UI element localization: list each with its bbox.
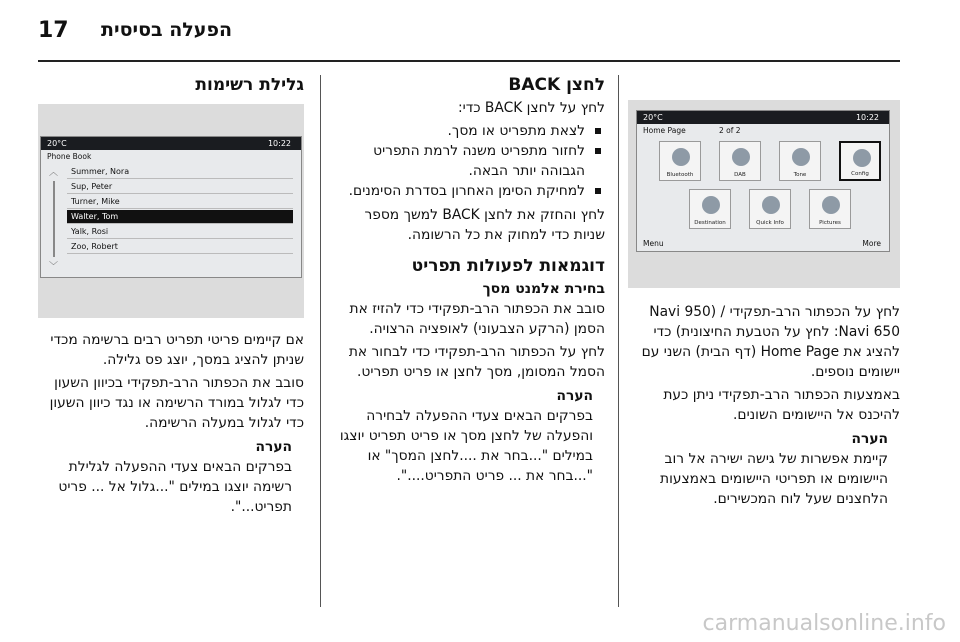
paragraph: לחץ על הכפתור הרב-תפקידי כדי לבחור את הסמל המסומן, מסך לחצן או פריט תפריט. (348, 344, 605, 380)
pictures-icon (822, 196, 840, 214)
left-column-text (38, 330, 304, 520)
scrollbar[interactable] (53, 181, 55, 257)
note-block (333, 386, 605, 486)
screen-title: Home Page (643, 126, 686, 135)
column-divider-left (320, 75, 321, 607)
tile-config[interactable]: Config (839, 141, 881, 181)
tile-tone[interactable]: Tone (779, 141, 821, 181)
globe-icon (702, 196, 720, 214)
list-item: לחזור מתפריט משנה לרמת התפריט הגבוהה יותר הבאה. (333, 141, 605, 181)
note-heading: הערה (851, 431, 888, 447)
home-page-screen (636, 110, 890, 252)
clock-readout: 10:22 (855, 113, 879, 122)
paragraph: באמצעות הכפתור הרב-תפקידי ניתן כעת להיכנס אל היישומים השונים. (663, 387, 900, 423)
list-item[interactable]: Zoo, Robert (67, 240, 293, 254)
paragraph: לחץ והחזק את לחצן BACK למשך מספר שניות כדי למחוק את כל הרשומה. (364, 207, 605, 243)
paragraph: לחץ על הכפתור הרב-תפקידי / Navi 950) Navi 650: לחץ על הטבעת החיצונית) כדי להציג את Home Page (דף הבית) השני עם יישומים נוספים. (641, 304, 900, 380)
paragraph: סובב את הכפתור הרב-תפקידי בכיוון השעון כדי לגלול במורד הרשימה או נגד כיוון השעון כדי לגלול במעלה הרשימה. (49, 375, 304, 431)
tile-pictures[interactable]: Pictures (809, 189, 851, 229)
section-heading: דוגמאות לפעולות תפריט (411, 256, 605, 276)
scroll-up-icon[interactable]: ︿ (49, 168, 59, 178)
left-column-heading-wrap (38, 74, 304, 98)
note-heading: הערה (556, 388, 593, 404)
radio-icon (732, 148, 750, 166)
list-item-selected[interactable]: Walter, Tom (67, 210, 293, 224)
list-item: למחיקת הסימן האחרון בסדרת הסימנים. (333, 181, 605, 201)
bullet-list (333, 121, 605, 201)
tile-dab[interactable]: DAB (719, 141, 761, 181)
list-item[interactable]: Sup, Peter (67, 180, 293, 194)
bluetooth-icon (672, 148, 690, 166)
sub-heading: בחירת אלמנט מסך (482, 281, 605, 297)
page-indicator: 2 of 2 (719, 126, 741, 135)
watermark: carmanualsonline.info (702, 611, 946, 636)
info-icon (762, 196, 780, 214)
note-text: בפרקים הבאים צעדי ההפעלה לגלילת רשימה יוצגו במילים "...גלול אל ... פריט תפריט...". (58, 459, 292, 515)
scroll-down-icon[interactable]: ﹀ (49, 262, 59, 272)
right-column-text (628, 302, 900, 512)
list-item[interactable]: Summer, Nora (67, 165, 293, 179)
list-item: לצאת מתפריט או מסך. (333, 121, 605, 141)
paragraph: אם קיימים פריטי תפריט רבים ברשימה מכדי שניתן להציג במסך, יוצג פס גלילה. (50, 332, 304, 368)
list-item[interactable]: Yalk, Rosi (67, 225, 293, 239)
tile-quick-info[interactable]: Quick Info (749, 189, 791, 229)
note-text: בפרקים הבאים צעדי ההפעלה לבחירה והפעלה של לחצן מסך או פריט תפריט יוצגו במילים "...בחר את ....לחצן המסך" או "...בחר את ... פריט התפריט....". (339, 408, 593, 484)
note-block (38, 437, 304, 517)
temperature-readout: 20°C (47, 139, 67, 148)
column-divider-right (618, 75, 619, 607)
phone-book-screen (40, 136, 302, 278)
page-title: הפעלה בסיסית (101, 19, 232, 41)
note-text: קיימת אפשרות של גישה ישירה אל רוב היישומים או תפריטי היישומים באמצעות הלחצנים שעל לוח המכשירים. (660, 451, 888, 507)
phone-book-screenshot (38, 104, 304, 318)
paragraph: סובב את הכפתור הרב-תפקידי כדי להזיז את הסמן (הרקע הצבעוני) לאופציה הרצויה. (349, 301, 605, 337)
status-bar (637, 111, 889, 124)
tile-destination[interactable]: Destination (689, 189, 731, 229)
page-number: 17 (38, 18, 69, 43)
home-page-screenshot (628, 100, 900, 288)
list-title: Phone Book (47, 152, 92, 161)
section-heading: גלילת רשימות (195, 75, 304, 95)
menu-button[interactable]: Menu (643, 239, 664, 248)
temperature-readout: 20°C (643, 113, 663, 122)
tools-icon (853, 149, 871, 167)
middle-column-text (333, 74, 605, 489)
note-heading: הערה (255, 439, 292, 455)
status-bar (41, 137, 301, 150)
paragraph: לחץ על לחצן BACK כדי: (457, 100, 605, 116)
header-rule (38, 60, 900, 62)
more-button[interactable]: More (862, 239, 881, 248)
tile-bluetooth[interactable]: Bluetooth (659, 141, 701, 181)
section-heading: לחצן BACK (508, 75, 605, 95)
list-item[interactable]: Turner, Mike (67, 195, 293, 209)
clock-readout: 10:22 (267, 139, 291, 148)
gear-icon (792, 148, 810, 166)
note-block (628, 429, 900, 509)
